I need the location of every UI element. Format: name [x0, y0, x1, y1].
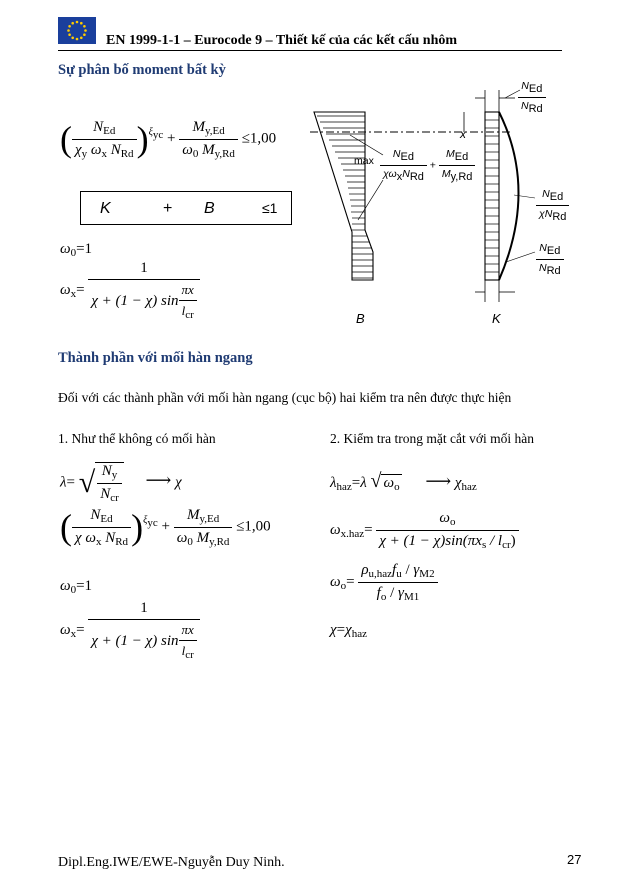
column2-title: 2. Kiểm tra trong mặt cắt với mối hàn: [330, 431, 534, 446]
kb-k: K: [100, 200, 111, 217]
moment-diagram-b: [314, 112, 373, 280]
column1-title: 1. Như thể không có mối hàn: [58, 431, 216, 446]
diagram-max-term-1: $\frac{\text{NEd}}{\text{χωxNRd}}$ + $\frac{\text{MEd}}{My,Rd}$: [380, 148, 475, 183]
header-title: EN 1999-1-1 – Eurocode 9 – Thiết kế của các kết cấu nhôm: [106, 33, 458, 48]
page-number: 27: [567, 852, 582, 867]
eu-flag-logo: [58, 17, 96, 44]
header-divider: [58, 50, 562, 51]
omega0-formula: $\omega_0=1$: [60, 241, 93, 259]
buckling-curve: [499, 112, 519, 280]
kb-rel: ≤1: [262, 200, 278, 216]
diagram-k-label: K: [492, 311, 501, 326]
kb-check-box: [80, 191, 292, 225]
diagram-top-ned-nrd: $\frac{\text{NEd}}{\text{NRd}}$: [518, 80, 546, 115]
omegax-formula: $\omega_x=$ 1 χ + (1 − χ) sin $\frac{\pi x}{l_{cr}}$: [60, 260, 200, 321]
eu-stars-icon: [58, 17, 96, 44]
omega0-formula-2: $\omega_0=1$: [60, 578, 93, 596]
lambda-haz-formula: $\lambda_{haz}=\lambda$ √ $\omega_o$ ⟶ $\chi_{haz}$: [330, 470, 477, 493]
chi-haz-formula: $\chi=\chi_{haz}$: [330, 622, 367, 640]
lambda-bar-formula: λ= √ $\frac{N_y}{N_{cr}}$ ⟶ χ: [60, 463, 182, 504]
omega-o-formula: $\omega_o=$ $\frac{\rho_{u,haz}f_u / \gamma_{M2}}{f_o / \gamma_{M1}}$: [330, 562, 438, 603]
diagram-x-label: x: [460, 127, 466, 141]
omegax-formula-2: $\omega_x=$ 1 χ + (1 − χ) sin $\frac{\pi x}{l_{cr}}$: [60, 600, 200, 661]
section-heading-transverse-weld: Thành phần với mối hàn ngang: [58, 350, 253, 366]
diagram-mid-ned-chinrd: $\frac{\text{NEd}}{\text{χNRd}}$: [536, 188, 569, 223]
kb-plus: +: [163, 200, 173, 217]
section2-intro: Đối với các thành phần với mối hàn ngang (cục bộ) hai kiểm tra nên được thực hiện: [58, 390, 512, 405]
column-k: [485, 112, 499, 280]
section-heading-arbitrary-moment: Sự phân bố moment bất kỳ: [58, 62, 226, 78]
diagram-bottom-ned-nrd: $\frac{\text{NEd}}{\text{NRd}}$: [536, 242, 564, 277]
interaction-formula-1: ( $\frac{N_{Ed}}{\chi_y \omega_x N_{Rd}}$ )$^{\xi yc}$ + $\frac{M_{y,Ed}}{\omega_0 M_{y,Rd}}$ ≤1,00: [60, 118, 277, 160]
omega-x-haz-formula: $\omega_{x.haz}=$ $\frac{\omega_o}{\chi + (1 - \chi)\sin(\pi x_s / l_{cr})}$: [330, 510, 519, 551]
diagram-b-label: B: [356, 311, 365, 326]
footer-author: Dipl.Eng.IWE/EWE-Nguyễn Duy Ninh.: [58, 855, 285, 870]
kb-b: B: [204, 200, 215, 217]
diagram-max-label: max: [354, 155, 374, 167]
interaction-formula-2: ( $\frac{N_{Ed}}{\chi \omega_x N_{Rd}}$ )$^{\xi yc}$ + $\frac{M_{y,Ed}}{\omega_0 M_{y,Rd}}$ ≤1,00: [60, 506, 271, 548]
column-k-hatch: [485, 120, 499, 272]
